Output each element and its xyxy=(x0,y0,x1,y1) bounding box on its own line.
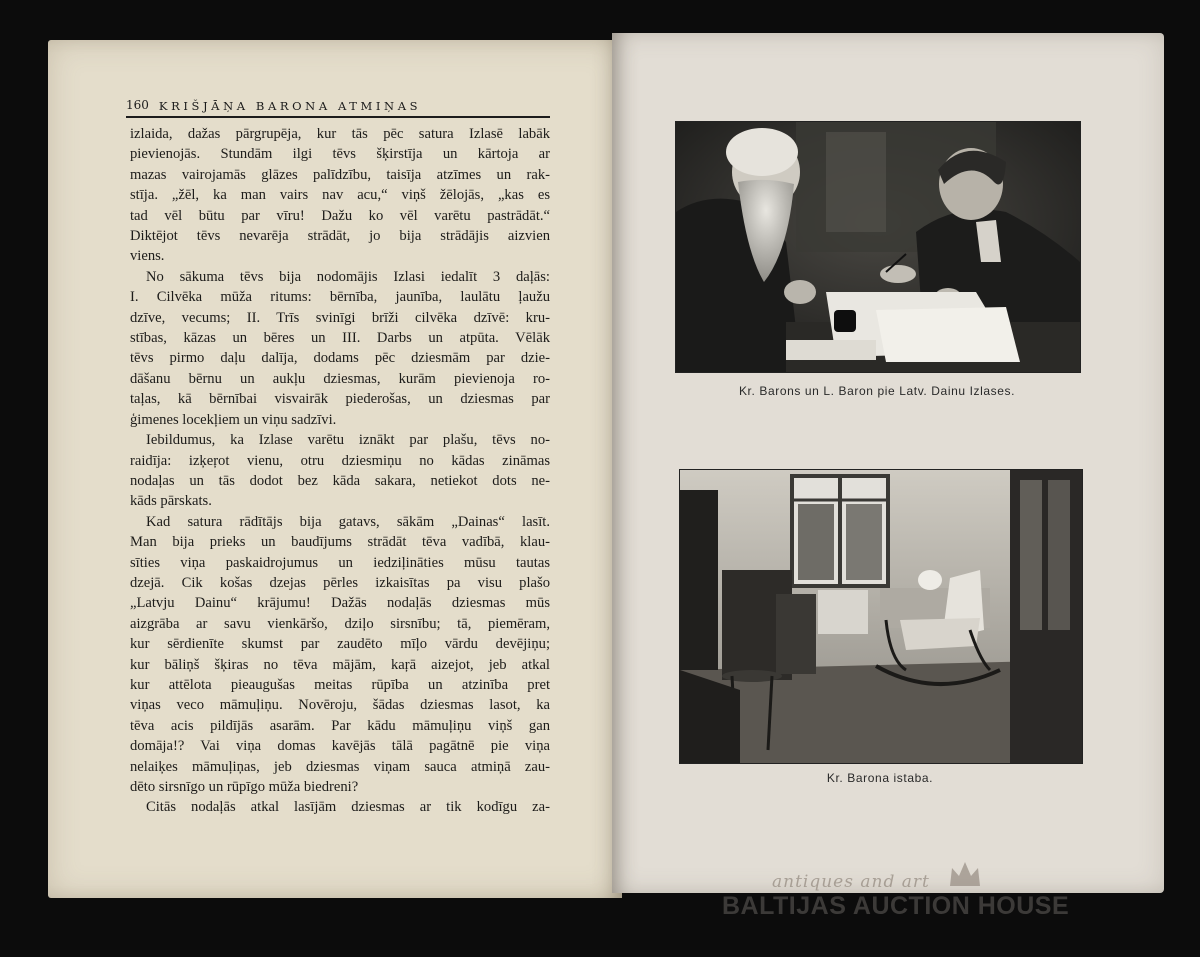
text-line: tēva acis pildījās asarām. Par kādu māmuļiņu viņš gan xyxy=(130,717,550,734)
text-line: raidīja: izķeŗot vienu, otru dziesmiņu no kādas zināmas xyxy=(130,452,550,469)
text-line: dzīve, vecums; II. Trīs svinīgi brīži cilvēka dzīvē: kru- xyxy=(130,309,550,326)
text-line: Man bija prieks un baudījums strādāt tēva vadībā, klau- xyxy=(130,534,550,551)
text-line: sīties viņa paskaidrojumus un iedziļināties mūsu tautas xyxy=(130,554,550,571)
text-line: kāds pārskats. xyxy=(130,493,212,510)
text-line: No sākuma tēvs bija nodomājis Izlasi iedalīt 3 daļās: xyxy=(146,268,550,285)
text-line: Kad satura rādītājs bija gatavs, sākām „Dainas“ lasīt. xyxy=(146,513,550,530)
text-line: „Latvju Dainu“ krājumu! Dažās nodaļās dziesmas mūs xyxy=(130,595,550,612)
text-line: nelaiķes māmuļiņas, jeb dziesmas viņam sauca atmiņā zau- xyxy=(130,758,550,775)
text-line: Iebildumus, ka Izlase varētu iznākt par plašu, tēvs no- xyxy=(146,432,550,449)
text-line: mazas vairojamās glāzes palīdzību, taisīja atzīmes un rak- xyxy=(130,166,550,183)
text-line: nodaļas un tās dodot bez kāda sakara, netiekot dots ne- xyxy=(130,472,550,489)
text-line: pievienojās. Stundām ilgi tēvs šķirstīja un kārtoja ar xyxy=(130,146,550,163)
text-line: aizgrāba ar savu vienkāršo, dziļo sirsnību; tā, piemēram, xyxy=(130,615,550,632)
text-line: dāšanu bērnu un aukļu dziesmas, kurām pievienoja ro- xyxy=(130,370,550,387)
photo-bottom-caption: Kr. Barona istaba. xyxy=(826,771,934,785)
watermark-brand: BALTIJAS AUCTION HOUSE xyxy=(722,892,1070,920)
photo-barons-at-desk xyxy=(675,121,1081,373)
text-line: viņas veco māmuļiņu. Novēroju, šādas dziesmas lasot, ka xyxy=(130,697,550,714)
photo-barons-at-desk-image xyxy=(676,122,1080,372)
text-line: kur bāliņš šķiras no tēva mājām, kaŗā aizejot, jeb atkal xyxy=(130,656,550,673)
text-line: dēto sirsnīgo un rūpīgo mūža biedreni? xyxy=(130,779,359,795)
photo-barons-room-image xyxy=(680,470,1082,763)
watermark-tagline: antiques and art xyxy=(772,872,930,892)
text-line: kur attēlota pieaugušas meitas rūpība un atzinība pret xyxy=(130,676,550,693)
page-number: 160 xyxy=(126,98,149,112)
text-line: izlaida, dažas pārgrupēja, kur tās pēc satura Izlasē labāk xyxy=(130,126,550,142)
text-line: viens. xyxy=(130,248,165,265)
text-line: Citās nodaļās atkal lasījām dziesmas ar tik kodīgu za- xyxy=(146,799,550,816)
text-line: tad vēl būtu par vīru! Dažu ko vēl varētu pastrādāt.“ xyxy=(130,207,550,224)
text-line: kur sērdienīte skumst par zaudēto mīļo vārdu devējiņu; xyxy=(130,636,550,653)
body-text xyxy=(130,124,550,818)
running-head xyxy=(126,92,550,118)
text-line: taļas, kā bērnībai visvairāk piederošas, un dziesmas par xyxy=(130,391,550,408)
text-line: tēvs pirmo daļu dalīja, dodams pēc dziesmām par dzie- xyxy=(130,350,550,367)
crown-icon xyxy=(948,860,982,888)
photo-top-caption: Kr. Barons un L. Baron pie Latv. Dainu Izlases. xyxy=(738,384,1016,398)
photo-barons-room xyxy=(679,469,1083,764)
text-line: stīja. „žēl, ka man vairs nav acu,“ viņš žēlojās, „kas es xyxy=(130,187,550,204)
text-line: dzejā. Cik košas dzejas pērles izkaisītas pa visu plašo xyxy=(130,574,550,591)
running-title: KRIŠJĀŅA BARONA ATMIŅAS xyxy=(158,99,422,113)
text-line: stības, kāzas un bēres un III. Darbs un atpūta. Vēlāk xyxy=(130,330,550,347)
text-line: I. Cilvēka mūža ritums: bērnība, jaunība, laulātu ļaužu xyxy=(130,289,550,306)
text-line: domāja!? Vai viņa domas kavējās tālā pagātnē pie viņa xyxy=(130,738,550,755)
text-line: ģimenes locekļiem un viņu sadzīvi. xyxy=(130,411,337,428)
text-line: Diktējot tēvs nevarēja strādāt, jo bija strādājis aizvien xyxy=(130,228,550,245)
